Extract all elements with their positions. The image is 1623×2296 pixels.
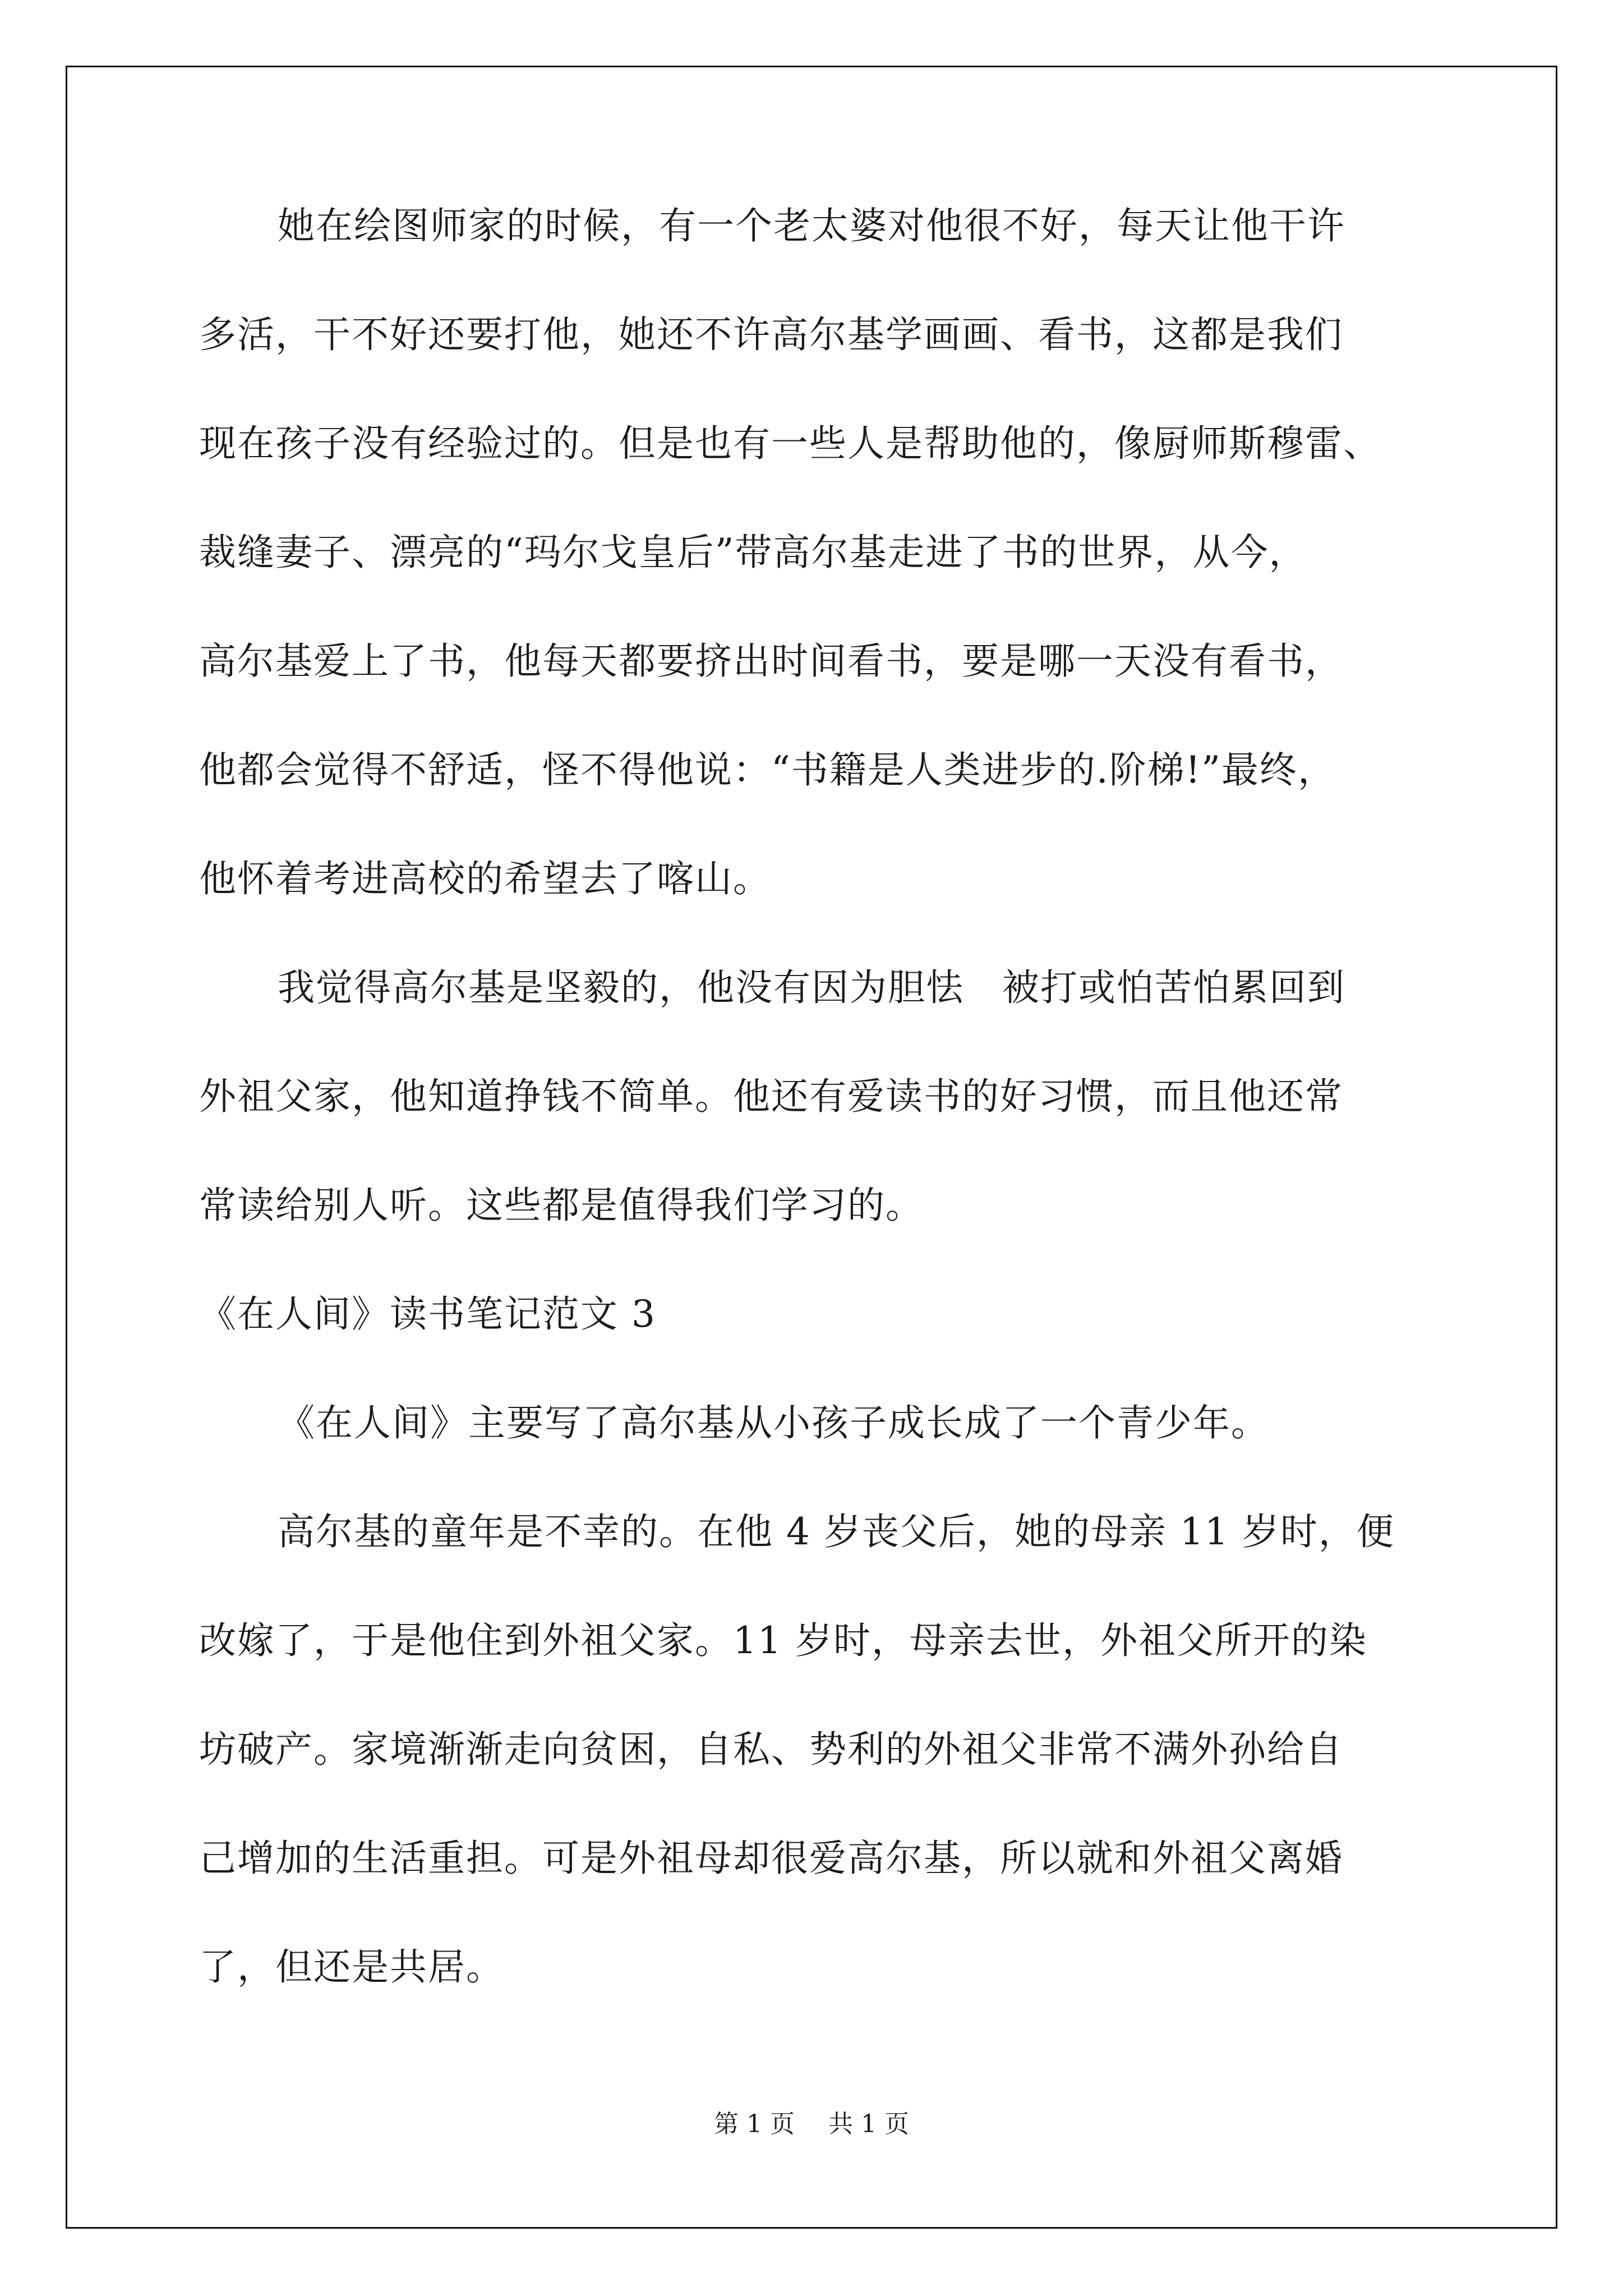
text-line: 我觉得高尔基是坚毅的，他没有因为胆怯 被打或怕苦怕累回到	[278, 966, 1345, 1009]
text-line: 现在孩子没有经验过的。但是也有一些人是帮助他的，像厨师斯穆雷、	[199, 422, 1381, 465]
text-line: 裁缝妻子、漂亮的“玛尔戈皇后”带高尔基走进了书的世界，从今，	[199, 531, 1307, 574]
section-heading: 《在人间》读书笔记范文 3	[199, 1292, 656, 1336]
text-line: 了，但还是共居。	[199, 1945, 504, 1989]
text-line: 他怀着考进高校的希望去了喀山。	[199, 857, 771, 900]
text-line: 高尔基爱上了书，他每天都要挤出时间看书，要是哪一天没有看书，	[199, 639, 1343, 683]
document-body	[199, 204, 1433, 2058]
text-line: 多活，干不好还要打他，她还不许高尔基学画画、看书，这都是我们	[199, 313, 1343, 356]
text-line: 常读给别人听。这些都是值得我们学习的。	[199, 1184, 924, 1227]
page-total: 共 1 页	[828, 2110, 909, 2138]
text-line: 外祖父家，他知道挣钱不简单。他还有爱读书的好习惯，而且他还常	[199, 1075, 1343, 1118]
text-line: 坊破产。家境渐渐走向贫困，自私、势利的外祖父非常不满外孙给自	[199, 1728, 1343, 1771]
text-line: 《在人间》主要写了高尔基从小孩子成长成了一个青少年。	[278, 1401, 1269, 1444]
text-line: 己增加的生活重担。可是外祖母却很爱高尔基，所以就和外祖父离婚	[199, 1837, 1343, 1880]
page-footer	[0, 2112, 1623, 2137]
text-line: 改嫁了，于是他住到外祖父家。11 岁时，母亲去世，外祖父所开的染	[199, 1619, 1367, 1662]
text-line: 高尔基的童年是不幸的。在他 4 岁丧父后，她的母亲 11 岁时，便	[278, 1510, 1395, 1553]
text-line: 他都会觉得不舒适，怪不得他说：“书籍是人类进步的.阶梯!”最终，	[199, 748, 1336, 792]
text-line: 她在绘图师家的时候，有一个老太婆对他很不好，每天让他干许	[278, 204, 1345, 247]
page-number: 第 1 页	[714, 2110, 795, 2138]
